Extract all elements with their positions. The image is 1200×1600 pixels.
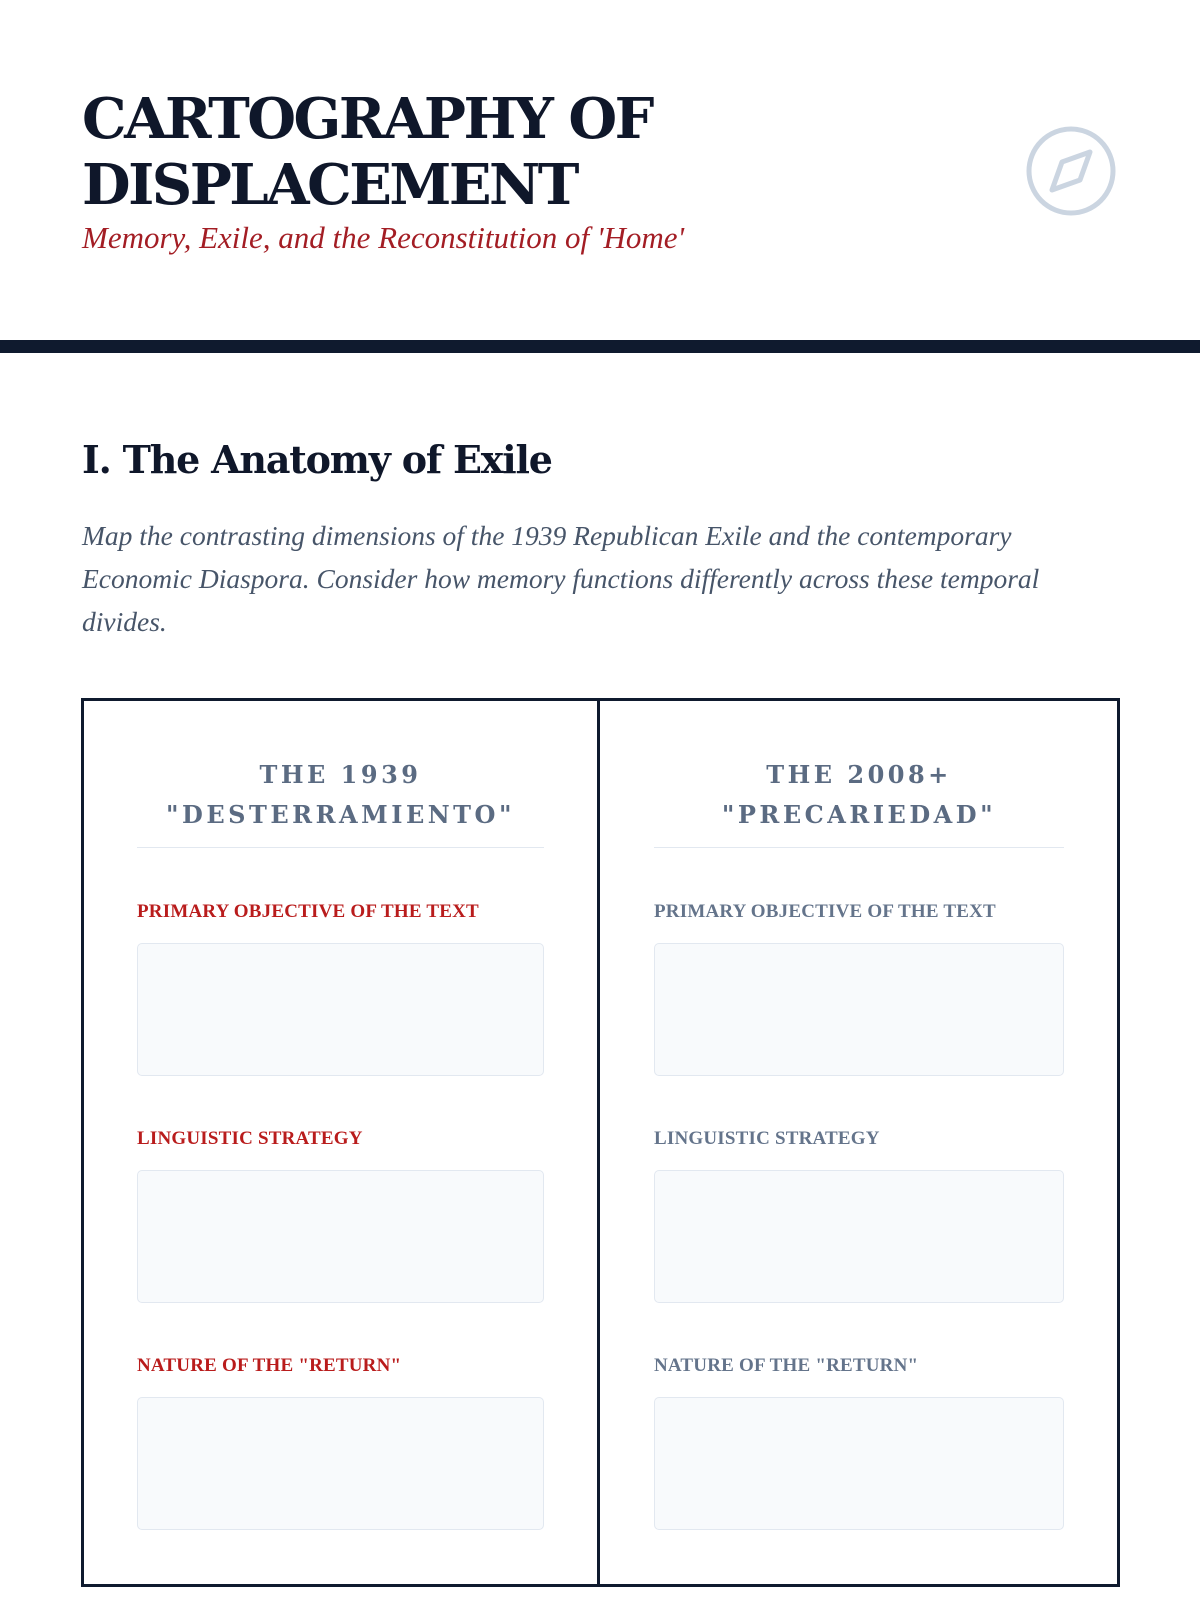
page-subtitle: Memory, Exile, and the Reconstitution of 'Home' <box>82 220 685 255</box>
field-label-linguistic-2008: LINGUISTIC STRATEGY <box>654 1128 880 1149</box>
page-title-line-1: CARTOGRAPHY OF <box>82 86 652 152</box>
objective-field-2008[interactable] <box>654 943 1064 1076</box>
column-heading-1939 <box>137 755 544 835</box>
section-description: Map the contrasting dimensions of the 1939 Republican Exile and the contemporary Economic Diaspora. Consider how memory functions differently across these temporal divides. <box>82 520 1040 637</box>
column-heading-2008-line-1: THE 2008+ <box>766 760 952 789</box>
return-field-2008[interactable] <box>654 1397 1064 1530</box>
column-heading-2008 <box>654 755 1064 835</box>
field-label-return-1939: NATURE OF THE "RETURN" <box>137 1355 402 1376</box>
section-title: I. The Anatomy of Exile <box>82 437 552 482</box>
page-title <box>82 86 782 218</box>
page-title-line-2: DISPLACEMENT <box>82 152 577 218</box>
column-heading-rule <box>654 847 1064 848</box>
linguistic-field-1939[interactable] <box>137 1170 544 1303</box>
field-label-linguistic-1939: LINGUISTIC STRATEGY <box>137 1128 363 1149</box>
page-header <box>0 0 1200 340</box>
column-heading-1939-line-1: THE 1939 <box>259 760 422 789</box>
field-label-return-2008: NATURE OF THE "RETURN" <box>654 1355 919 1376</box>
column-divider <box>597 698 600 1587</box>
header-divider <box>0 340 1200 353</box>
column-heading-rule <box>137 847 544 848</box>
compass-icon[interactable] <box>1024 124 1118 218</box>
field-label-objective-2008: PRIMARY OBJECTIVE OF THE TEXT <box>654 901 996 922</box>
field-label-objective-1939: PRIMARY OBJECTIVE OF THE TEXT <box>137 901 479 922</box>
linguistic-field-2008[interactable] <box>654 1170 1064 1303</box>
return-field-1939[interactable] <box>137 1397 544 1530</box>
column-heading-2008-line-2: "PRECARIEDAD" <box>721 800 997 829</box>
column-heading-1939-line-2: "DESTERRAMIENTO" <box>166 800 515 829</box>
objective-field-1939[interactable] <box>137 943 544 1076</box>
